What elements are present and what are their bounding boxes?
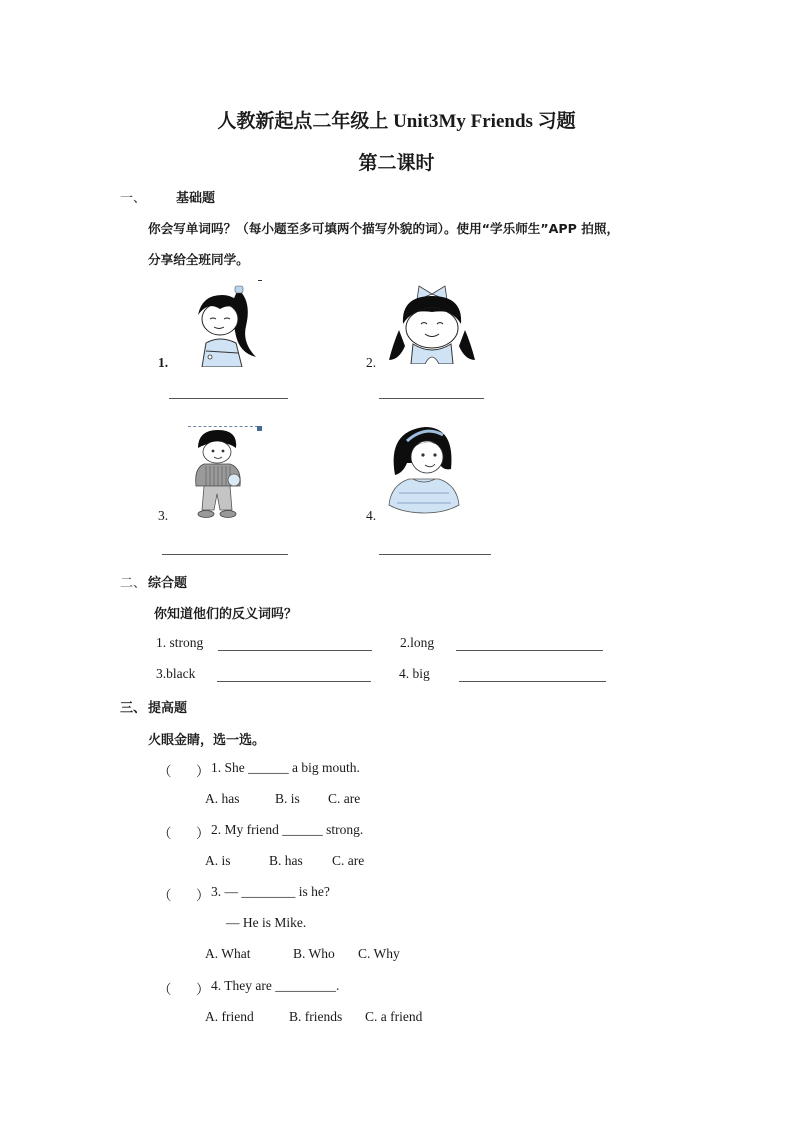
q2-option-a[interactable]: A. is xyxy=(205,853,231,868)
section2-heading: 综合题 xyxy=(148,576,188,591)
antonym-item-4-label: 4. big xyxy=(399,666,430,681)
picture-girl-headband xyxy=(385,423,463,515)
answer-line-4[interactable] xyxy=(379,554,491,555)
picture-girl-bow xyxy=(387,284,477,364)
answer-line-3[interactable] xyxy=(162,554,288,555)
q3-paren-close: ） xyxy=(196,888,210,903)
section1-instruction-line2: 分享给全班同学。 xyxy=(148,252,249,267)
q2-option-c[interactable]: C. are xyxy=(332,853,365,868)
item3-label: 3. xyxy=(158,508,169,523)
answer-line-1[interactable] xyxy=(169,398,288,399)
q4-paren-open[interactable]: （ xyxy=(158,982,172,997)
document-title: 人教新起点二年级上 Unit3My Friends 习题 xyxy=(217,111,576,132)
section1-number: 一、 xyxy=(120,191,147,206)
q1-paren-close: ） xyxy=(196,764,210,779)
q3-option-b[interactable]: B. Who xyxy=(293,946,335,961)
q4-text: 4. They are _________. xyxy=(211,978,340,993)
q3-option-a[interactable]: A. What xyxy=(205,946,251,961)
q1-option-c[interactable]: C. are xyxy=(328,791,361,806)
item1-label: 1. xyxy=(158,355,169,370)
antonym-item-3-label: 3.black xyxy=(156,666,196,681)
item2-label: 2. xyxy=(366,355,377,370)
antonym-answer-line-1[interactable] xyxy=(218,650,372,651)
q1-option-b[interactable]: B. is xyxy=(275,791,300,806)
q4-option-c[interactable]: C. a friend xyxy=(365,1009,423,1024)
q1-option-a[interactable]: A. has xyxy=(205,791,240,806)
q2-paren-close: ） xyxy=(196,826,210,841)
q2-option-b[interactable]: B. has xyxy=(269,853,303,868)
selection-frame-dash xyxy=(188,426,258,427)
girl-headband-illustration xyxy=(385,423,463,515)
document-subtitle: 第二课时 xyxy=(358,153,435,174)
selection-handle[interactable] xyxy=(257,426,262,431)
section2-number: 二、 xyxy=(120,576,147,591)
q4-paren-close: ） xyxy=(196,982,210,997)
q2-text: 2. My friend ______ strong. xyxy=(211,822,364,837)
q3-answer-line: — He is Mike. xyxy=(226,915,307,930)
antonym-answer-line-3[interactable] xyxy=(217,681,371,682)
antonym-item-2-label: 2.long xyxy=(400,635,435,650)
antonym-item-1-label: 1. strong xyxy=(156,635,204,650)
q1-text: 1. She ______ a big mouth. xyxy=(211,760,360,775)
q3-paren-open[interactable]: （ xyxy=(158,888,172,903)
picture-anchor-mark xyxy=(258,280,262,281)
q2-paren-open[interactable]: （ xyxy=(158,826,172,841)
answer-line-2[interactable] xyxy=(379,398,484,399)
section3-number: 三、 xyxy=(120,701,147,716)
q3-text: 3. — ________ is he? xyxy=(211,884,330,899)
boy-illustration xyxy=(190,428,246,520)
section1-heading: 基础题 xyxy=(176,191,216,206)
section3-heading: 提高题 xyxy=(148,701,188,716)
picture-boy xyxy=(190,428,246,520)
section2-instruction: 你知道他们的反义词吗？ xyxy=(154,607,298,622)
q3-option-c[interactable]: C. Why xyxy=(358,946,400,961)
q1-paren-open[interactable]: （ xyxy=(158,764,172,779)
girl-bow-illustration xyxy=(387,284,477,364)
picture-girl-ponytail xyxy=(180,281,262,367)
item4-label: 4. xyxy=(366,508,377,523)
antonym-answer-line-4[interactable] xyxy=(459,681,606,682)
girl-ponytail-illustration xyxy=(180,281,262,367)
q4-option-a[interactable]: A. friend xyxy=(205,1009,254,1024)
section3-instruction: 火眼金睛，选一选。 xyxy=(148,733,266,748)
antonym-answer-line-2[interactable] xyxy=(456,650,603,651)
q4-option-b[interactable]: B. friends xyxy=(289,1009,343,1024)
section1-instruction-line1: 你会写单词吗？（每小题至多可填两个描写外貌的词）。使用“学乐师生”APP 拍照， xyxy=(148,221,620,236)
